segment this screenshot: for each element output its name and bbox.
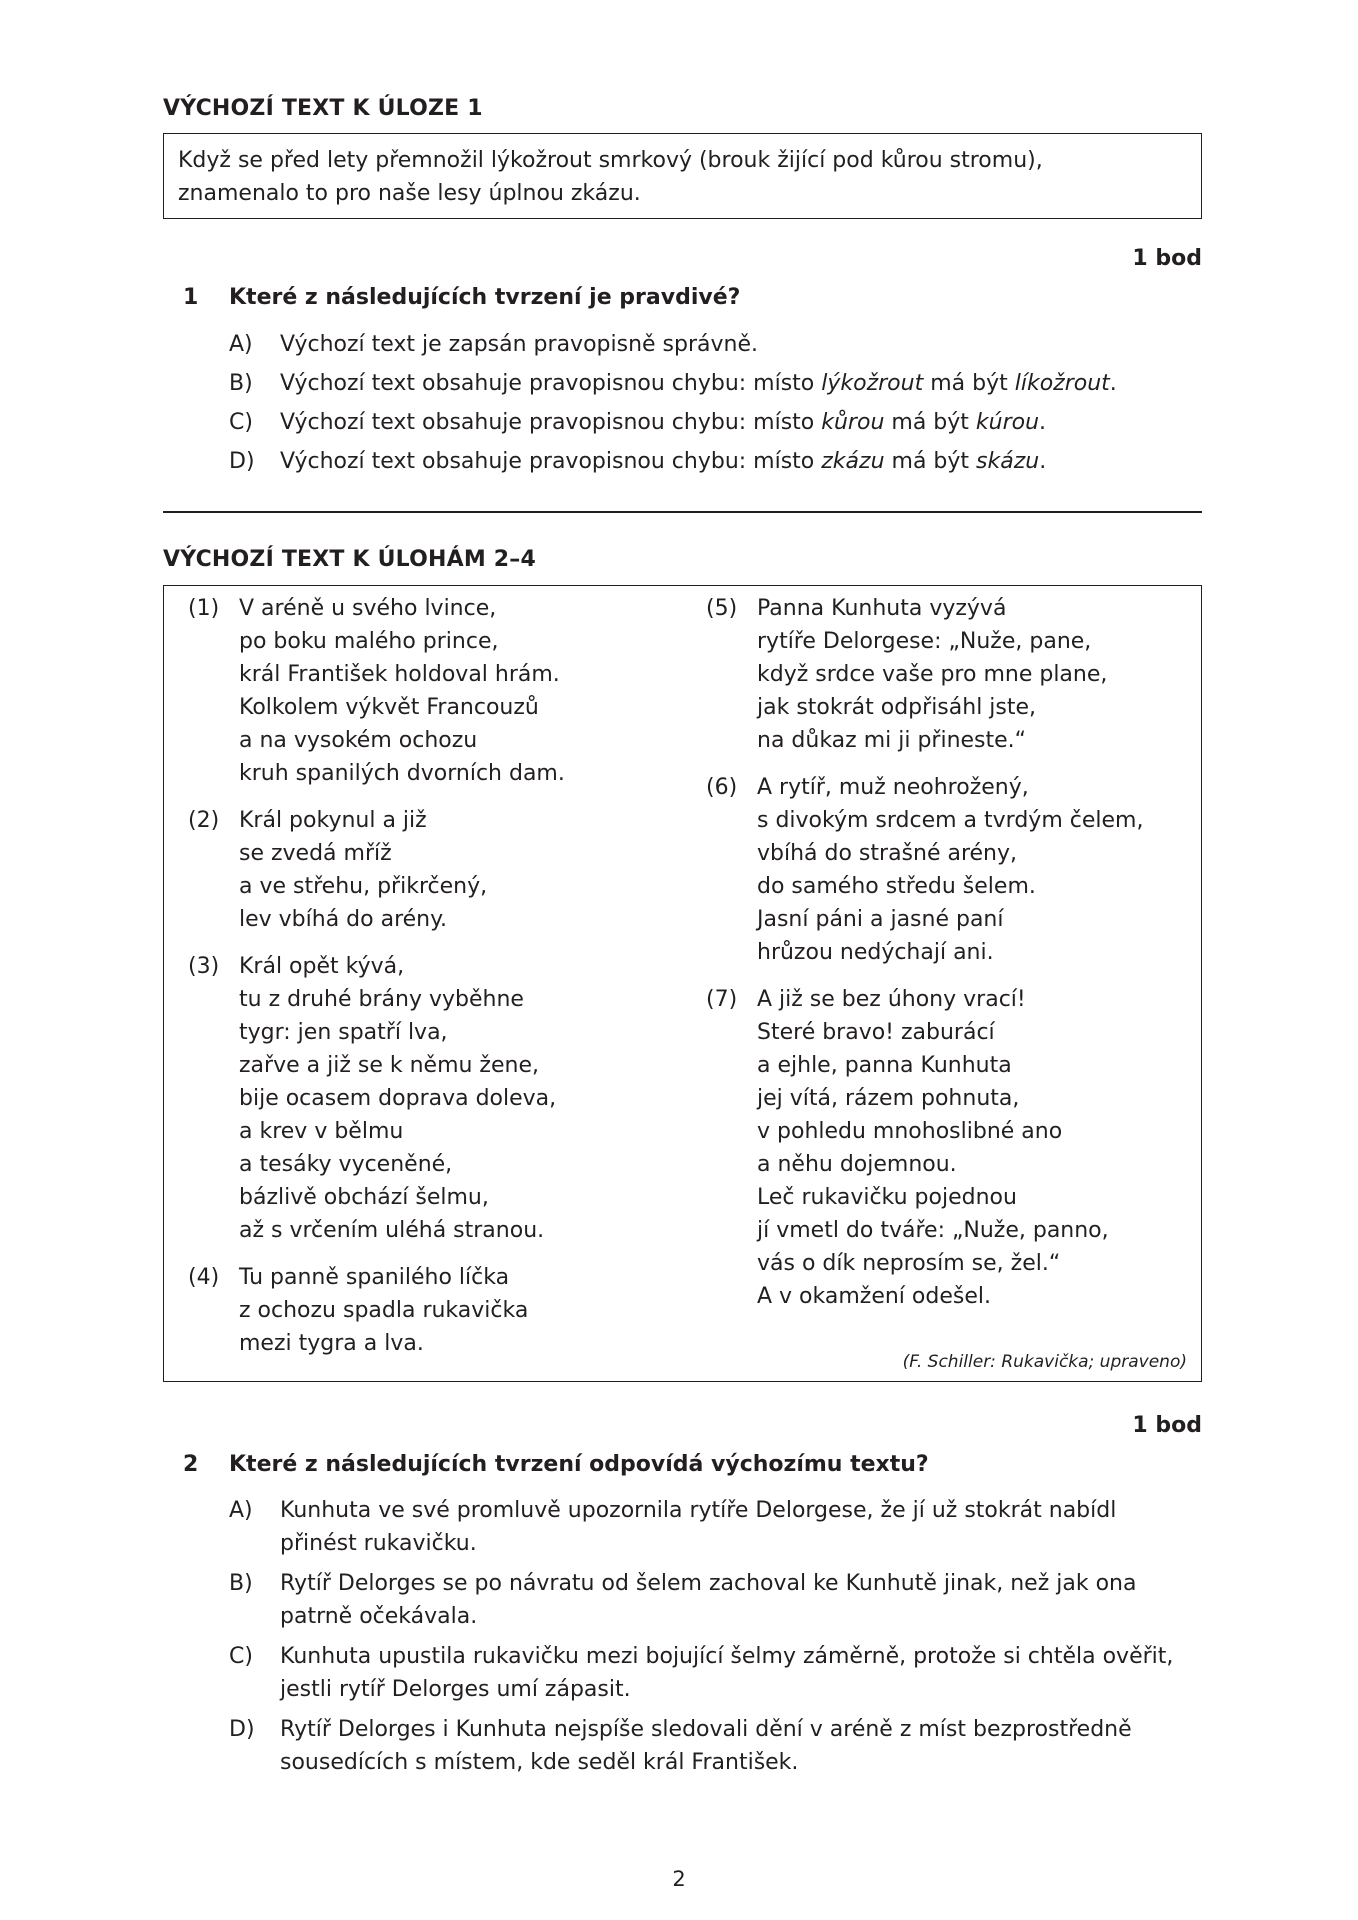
poem-line: až s vrčením uléhá stranou.: [239, 1218, 545, 1243]
poem-line: jak stokrát odpřisáhl jste,: [757, 695, 1037, 720]
poem-line: hrůzou nedýchají ani.: [757, 940, 994, 965]
poem-line: vás o dík neprosím se, žel.“: [757, 1251, 1061, 1276]
poem-line: kruh spanilých dvorních dam.: [239, 761, 565, 786]
poem-line: jej vítá, rázem pohnuta,: [757, 1086, 1020, 1111]
page-number: 2: [672, 1867, 686, 1891]
poem-line: A již se bez úhony vrací!: [757, 987, 1026, 1012]
poem-line: Král pokynul a již: [239, 808, 427, 833]
task2-4-heading: VÝCHOZÍ TEXT K ÚLOHÁM 2–4: [163, 547, 537, 572]
task1-points: 1 bod: [1132, 246, 1202, 271]
task1-text-line: Když se před lety přemnožil lýkožrout smrkový (brouk žijící pod kůrou stromu),: [178, 148, 1043, 173]
task1-question: Které z následujících tvrzení je pravdivé?: [229, 285, 741, 310]
option-letter: D): [229, 1717, 255, 1742]
stanza-number: (5): [706, 596, 738, 621]
poem-line: a krev v bělmu: [239, 1119, 404, 1144]
poem-line: a něhu dojemnou.: [757, 1152, 957, 1177]
task2-number: 2: [183, 1452, 199, 1477]
task2-question: Které z následujících tvrzení odpovídá výchozímu textu?: [229, 1452, 929, 1477]
poem-source: (F. Schiller: Rukavička; upraveno): [902, 1352, 1187, 1372]
poem-line: Steré bravo! zaburácí: [757, 1020, 995, 1045]
poem-line: a ejhle, panna Kunhuta: [757, 1053, 1012, 1078]
stanza-number: (1): [188, 596, 220, 621]
option-letter: A): [229, 332, 253, 357]
poem-line: Kolkolem výkvět Francouzů: [239, 695, 539, 720]
poem-line: s divokým srdcem a tvrdým čelem,: [757, 808, 1144, 833]
poem-line: se zvedá mříž: [239, 841, 392, 866]
option-letter: C): [229, 410, 253, 435]
poem-line: král František holdoval hrám.: [239, 662, 560, 687]
task1-text-line: znamenalo to pro naše lesy úplnou zkázu.: [178, 181, 641, 206]
poem-line: v pohledu mnohoslibné ano: [757, 1119, 1063, 1144]
poem-line: tygr: jen spatří lva,: [239, 1020, 448, 1045]
poem-line: a ve střehu, přikrčený,: [239, 874, 488, 899]
option-text: Rytíř Delorges se po návratu od šelem zachoval ke Kunhutě jinak, než jak ona patrně očekávala.: [280, 1571, 1137, 1629]
poem-line: vbíhá do strašné arény,: [757, 841, 1018, 866]
poem-box: [163, 585, 1202, 1382]
option-letter: D): [229, 449, 255, 474]
poem-line: A rytíř, muž neohrožený,: [757, 775, 1029, 800]
option-letter: C): [229, 1644, 253, 1669]
poem-line: mezi tygra a lva.: [239, 1331, 424, 1356]
option-text: Kunhuta ve své promluvě upozornila rytíře Delorgese, že jí už stokrát nabídl přinést rukavičku.: [280, 1498, 1117, 1556]
option-letter: B): [229, 1571, 253, 1596]
option-text: Výchozí text obsahuje pravopisnou chybu: místo zkázu má být skázu.: [280, 449, 1047, 474]
option-text: Výchozí text obsahuje pravopisnou chybu: místo lýkožrout má být líkožrout.: [280, 371, 1117, 396]
poem-line: jí vmetl do tváře: „Nuže, panno,: [757, 1218, 1109, 1243]
option-text: Rytíř Delorges i Kunhuta nejspíše sledovali dění v aréně z míst bezprostředně sousedících s místem, kde seděl král František.: [280, 1717, 1132, 1775]
task2-points: 1 bod: [1132, 1413, 1202, 1438]
poem-line: a tesáky vyceněné,: [239, 1152, 453, 1177]
poem-line: bázlivě obchází šelmu,: [239, 1185, 489, 1210]
option-letter: B): [229, 371, 253, 396]
poem-line: rytíře Delorgese: „Nuže, pane,: [757, 629, 1092, 654]
poem-line: A v okamžení odešel.: [757, 1284, 991, 1309]
poem-line: bije ocasem doprava doleva,: [239, 1086, 557, 1111]
stanza-number: (3): [188, 954, 220, 979]
stanza-number: (7): [706, 987, 738, 1012]
poem-line: do samého středu šelem.: [757, 874, 1036, 899]
stanza-number: (4): [188, 1265, 220, 1290]
poem-line: V aréně u svého lvince,: [239, 596, 497, 621]
task1-heading: VÝCHOZÍ TEXT K ÚLOZE 1: [163, 96, 483, 121]
poem-line: Panna Kunhuta vyzývá: [757, 596, 1007, 621]
section-divider: [163, 511, 1202, 513]
poem-line: Král opět kývá,: [239, 954, 405, 979]
option-letter: A): [229, 1498, 253, 1523]
poem-line: tu z druhé brány vyběhne: [239, 987, 524, 1012]
stanza-number: (2): [188, 808, 220, 833]
option-text: Výchozí text obsahuje pravopisnou chybu: místo kůrou má být kúrou.: [280, 410, 1047, 435]
poem-line: lev vbíhá do arény.: [239, 907, 447, 932]
option-text: Kunhuta upustila rukavičku mezi bojující šelmy záměrně, protože si chtěla ověřit, jestli rytíř Delorges umí zápasit.: [280, 1644, 1174, 1702]
poem-line: Jasní páni a jasné paní: [757, 907, 1004, 932]
stanza-number: (6): [706, 775, 738, 800]
poem-line: Leč rukavičku pojednou: [757, 1185, 1017, 1210]
poem-line: když srdce vaše pro mne plane,: [757, 662, 1108, 687]
task1-source-text-box: [163, 133, 1202, 219]
option-text: Výchozí text je zapsán pravopisně správně.: [280, 332, 758, 357]
poem-line: zařve a již se k němu žene,: [239, 1053, 539, 1078]
poem-line: na důkaz mi ji přineste.“: [757, 728, 1027, 753]
poem-line: z ochozu spadla rukavička: [239, 1298, 529, 1323]
poem-line: po boku malého prince,: [239, 629, 499, 654]
task1-number: 1: [183, 285, 199, 310]
poem-line: Tu panně spanilého líčka: [239, 1265, 510, 1290]
poem-line: a na vysokém ochozu: [239, 728, 478, 753]
